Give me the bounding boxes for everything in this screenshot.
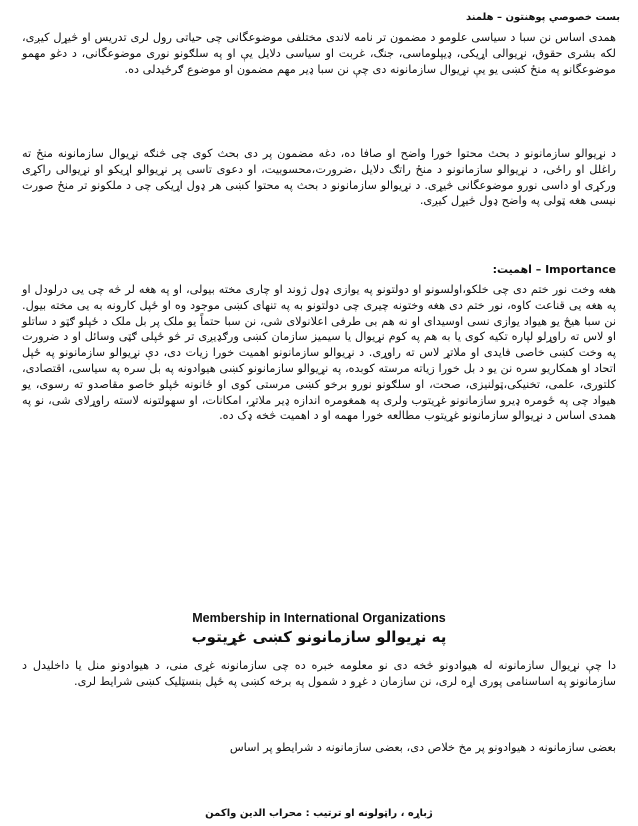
importance-paragraph: هغه وخت نور ختم دی چی خلکو،اولسونو او دولتونو په یوازی ډول ژوند او چاری مخته بیولی، او په هغه لر څه چی یی درلودل او په هغه یی قناعت کاوه، نور ختم دی هغه وختونه چیری چی دولتونو به په تنهای کښی موجود وه او ځپل کارونه به یی مخته بیول. نن سبا هیڅ یو هیواد یوازی نسی اوسیدای او نه هم بی طرفی اعلانولای شی، نن سبا حتماً یو ملک پر بل ملک د ځپلو ګټو د ساتلو او لاس ته راوړلو لپاره تکیه کوی یا به هم په کوم نړیوال یا سیمیز سازمان کښی ورګډیږی تر څو ځپلی ګټی وسائل او د ضرورت په وخت کښی خاصی فایدی او ملاتړ لاس ته راوړی. د نړیوالو سازمانونو اهمیت خورا زیات دی، دې نړیوالو سازمانونو په ځپل اتحاد او همکاریو سره نن یو د بل خورا زیاته مرسته کوبده، په نړیوالو سازمانونو کښی هیوادونه په بل سره په سیاسی، اقتصادی، کلتوری، علمی، تخنیکی،ټولنیزی، صحت، او سلګونو نورو برخو کښی مرستی کوی او ځانونه ځپلو خاصو مقاصدو ته رسوی، یو هیواد چی په ځومره ډیرو سازمانونو غړیتوب ولری په همغومره اندازه ډیر ملاتړ، امکانات، او سهولتونه لاسته راوړلای شی، نو په همدی اساس د نړیوالو سازمانونو غړیتوب مطالعه خورا مهمه او د اهمیت څخه ډک ده. xyxy=(22,283,616,423)
importance-heading-en: Importance xyxy=(545,263,616,276)
membership-paragraph-1: دا چې نړیوال سازمانونه له هیوادونو څخه دی نو معلومه خبره ده چی سازمانونه غړی منی، د هیوادونو منل یا داخلیدل د سازمانونو په اساسنامی پوری اړه لری، نن سازمان د غړو د شمول په برخه کښی په ځپل بنسټلیک کښی شرایط لری. xyxy=(22,659,616,688)
document-header: بست خصوصي پوهنتون – هلمند xyxy=(465,12,620,23)
membership-paragraph-2: بعضی سازمانونه د هیوادونو پر مخ خلاص دی، بعضی سازمانونه د شرایطو پر اساس xyxy=(229,741,616,754)
intro-paragraph: همدی اساس نن سبا د سیاسی علومو د مضمون تر نامه لاندی مختلفی موضوعگانی چی حیاتی رول لری تدریس او څیړل کیږی، لکه بشری حقوق، نړیوالی اړیکی، ډیپلوماسی، جنګ، غربت او سیاسی دلایل یې او په سلګونو نوری موضوعگانی، د دغو مهمو موضوعگانو په منځ کښی یو یې نړیوال سازمانونه دی چې نن سبا ډیر مهم مضمون او موضوع ګرځیدلی ده. xyxy=(22,31,616,76)
content-paragraph: د نړیوالو سازمانونو د بحث محتوا خورا واضح او صافا ده، دغه مضمون پر دی بحث کوی چی څنګه نړیوال سازمانونه منځ ته راغلل او راځی، د نړیوالو سازمانونو د منځ راتګ دلایل ،ضرورت،محسوبیت، او دعوی تاسی پر نړیوالو اړیکو او نړیوالی راکړی ورکړی او داسی نورو موضوعگانی څیړی. د نړیوالو سازمانونو د بحث په محتوا کښی هر ډول اړیکی چی د ملکونو تر منځ صورت نیسی هغه ټولی په واضح ډول څیړل کیږی. xyxy=(22,147,616,208)
footer-credit: ژباړه ، راټولونه او ترتیب : محراب الدین واکمن xyxy=(205,808,433,819)
importance-heading-ps: – اهمیت: xyxy=(492,263,542,276)
importance-heading xyxy=(493,263,616,276)
membership-title-ps: په نړیوالو سازمانونو کښی غړیتوب xyxy=(191,628,447,646)
membership-title-en: Membership in International Organizations xyxy=(192,611,446,625)
